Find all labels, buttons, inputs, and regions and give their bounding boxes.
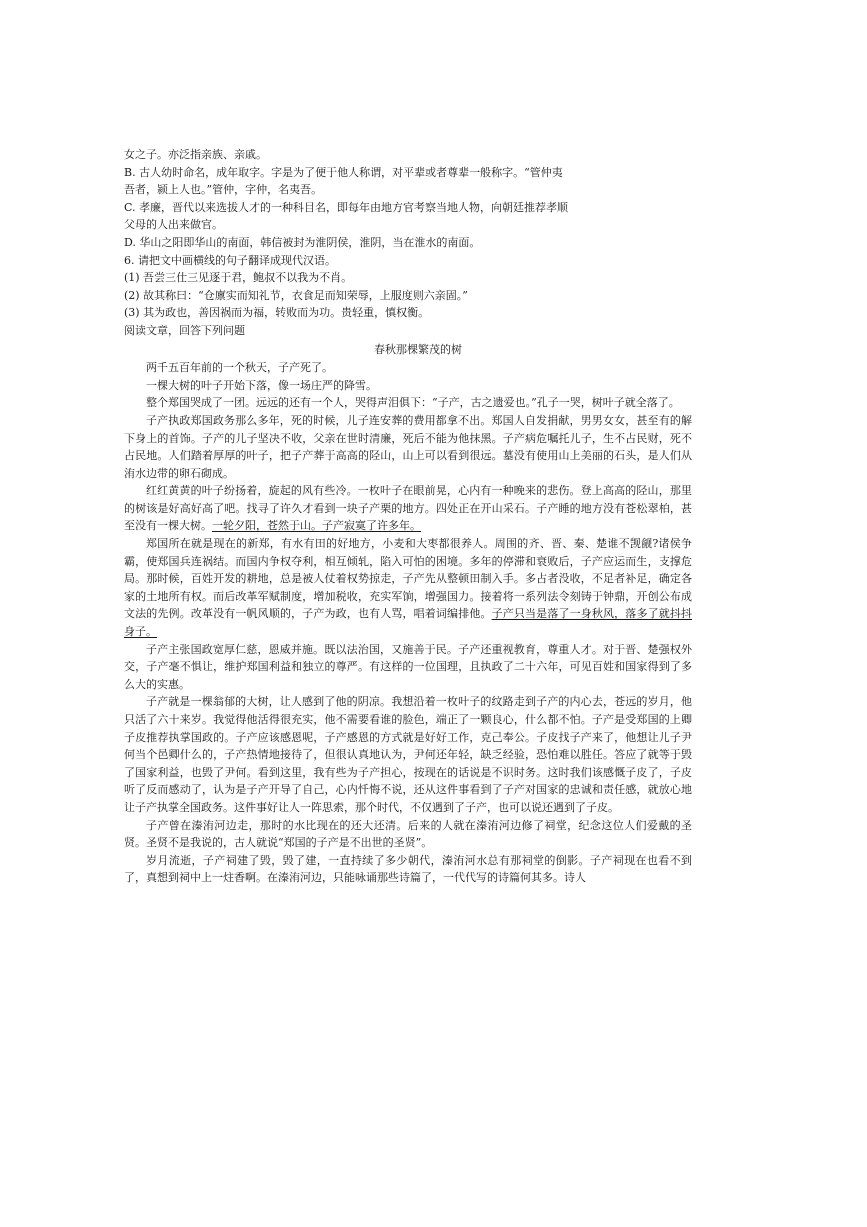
question-line: 女之子。亦泛指亲族、亲戚。: [124, 148, 267, 161]
essay-paragraph: 岁月流逝，子产祠建了毁，毁了建，一直持续了多少朝代，溱洧河水总有那祠堂的倒影。子产祠现在也看不到了，真想到祠中上一炷香啊。在溱洧河边，只能咏诵那些诗篇了，一代代写的诗篇何其多。诗人: [124, 853, 692, 885]
question-line: D. 华山之阳即华山的南面，韩信被封为淮阴侯，淮阴，当在淮水的南面。: [124, 235, 481, 249]
essay-paragraph: 子产执政郑国政务那么多年，死的时候，儿子连安葬的费用都拿不出。郑国人自发捐献，男男女女，甚至有的解下身上的首饰。子产的儿子坚决不收，父亲在世时清廉，死后不能为他抹黑。子产病危嘱托儿子，生不占民财，死不占民地。人们踏着厚厚的叶子，把子产葬于高高的陉山，山上可以看到很远。墓没有使用山上美丽的石头，是人们从洧水边带的卵石砌成。: [124, 413, 692, 480]
question-line: C. 孝廉，晋代以来选拔人才的一种科目名，即每年由地方官考察当地人物，向朝廷推荐孝顺: [124, 200, 569, 214]
essay-paragraph: 子产主张国政宽厚仁慈，恩威并施。既以法治国，又施善于民。子产还重视教育，尊重人才。对于晋、楚强权外交，子产毫不惧让，维护郑国利益和独立的尊严。有这样的一位国理，且执政了二十六年，可见百姓和国家得到了多么大的实惠。: [124, 642, 692, 691]
underlined-sentence: 子产只当是落了一身秋风，落多了就抖抖身子。: [124, 607, 693, 639]
essay-paragraph: [124, 482, 692, 535]
essay-paragraph: 子产就是一棵翁郁的大树，让人感到了他的阴凉。我想沿着一枚叶子的纹路走到子产的内心去，苍远的岁月，他只活了六十来岁。我觉得他活得很充实，他不需要看谁的脸色，端正了一颗良心，什么都不怕。子产是受郑国的上卿子皮推荐执掌国政的。子产应该感恩呢，子产感恩的方式就是好好工作，克己奉公。子皮找子产来了，他想让儿子尹何当个邑卿什么的，子产热情地接待了，但很认真地认为，尹何还年轻，缺乏经验，恐怕难以胜任。答应了就等于毁了国家利益，也毁了尹何。看到这里，我有些为子产担心，按现在的话说是不识时务。这时我们该感慨子皮了，子皮听了反而感动了，认为是子产开导了自己，心内忏悔不说，还从这件事看到了子产对国家的忠诚和责任感，就放心地让子产执掌全国政务。这件事好让人一阵思索，那个时代，不仅遇到了子产，也可以说还遇到了子皮。: [124, 695, 692, 814]
question-line: 6. 请把文中画横线的句子翻译成现代汉语。: [124, 253, 336, 267]
essay-paragraph: [124, 535, 692, 641]
question-line: B. 古人幼时命名，成年取字。字是为了便于他人称谓，对平辈或者尊辈一般称字。“管仲夷: [124, 165, 563, 179]
essay-paragraph: 子产曾在溱洧河边走，那时的水比现在的还大还清。后来的人就在溱洧河边修了祠堂，纪念这位人们爱戴的圣贤。圣贤不是我说的，古人就说“郑国的子产是不出世的圣贤”。: [124, 818, 692, 850]
essay-title: 春秋那棵繁茂的树: [374, 342, 462, 356]
essay-paragraph: 整个郑国哭成了一团。远远的还有一个人，哭得声泪俱下：“子产，古之遗爱也。”孔子一哭，树叶子就全落了。: [146, 396, 680, 410]
question-line: (3) 其为政也，善因祸而为福，转败而为功。贵轻重，慎权衡。: [124, 306, 430, 320]
document-page: [124, 146, 692, 887]
essay-paragraph: 一棵大树的叶子开始下落，像一场庄严的降雪。: [146, 378, 377, 392]
question-line: 父母的人出来做官。: [124, 218, 223, 232]
question-line: 阅读文章，回答下列问题: [124, 323, 245, 337]
question-line: (1) 吾尝三仕三见逐于君，鲍叔不以我为不肖。: [124, 271, 353, 285]
question-line: (2) 故其称曰：“仓廪实而知礼节，衣食足而知荣辱，上服度则六亲固。”: [124, 288, 468, 302]
essay-paragraph: 两千五百年前的一个秋天，子产死了。: [146, 361, 333, 375]
question-line: 吾者，颍上人也。”管仲，字仲，名夷吾。: [124, 183, 323, 197]
paragraph-text: 红红黄黄的叶子纷扬着，旋起的风有些冷。一枚叶子在眼前晃，心内有一种晚来的悲伤。登上高高的陉山，那里的树该是好高好高了吧。找寻了许久才看到一块子产栗的地方。四处正在开山采石。子产睡的地方没有苍松翠柏，甚至没有一棵大树。: [124, 484, 692, 533]
underlined-sentence: 一轮夕阳，苍然于山。子产寂寞了许多年。: [212, 519, 421, 533]
paragraph-text: 郑国所在就是现在的新郑，有水有田的好地方，小麦和大枣都很养人。周围的齐、晋、秦、楚谁不觊觎?诸侯争霸，使郑国兵连祸结。而国内争权夺利，相互倾轧，陷入可怕的困境。多年的停滞和衰败后，子产应运而生，支撑危局。那时候，百姓开发的耕地，总是被人仗着权势掠走，子产先从整顿田制入手。多占者没收，不足者补足，确定各家的土地所有权。而后改革军赋制度，增加税收，充实军饷，增强国力。接着将一系列法令刻铸于钟鼎，开创公布成文法的先例。改革没有一帆风顺的，子产为政，也有人骂，唱着词编排他。: [124, 537, 692, 621]
